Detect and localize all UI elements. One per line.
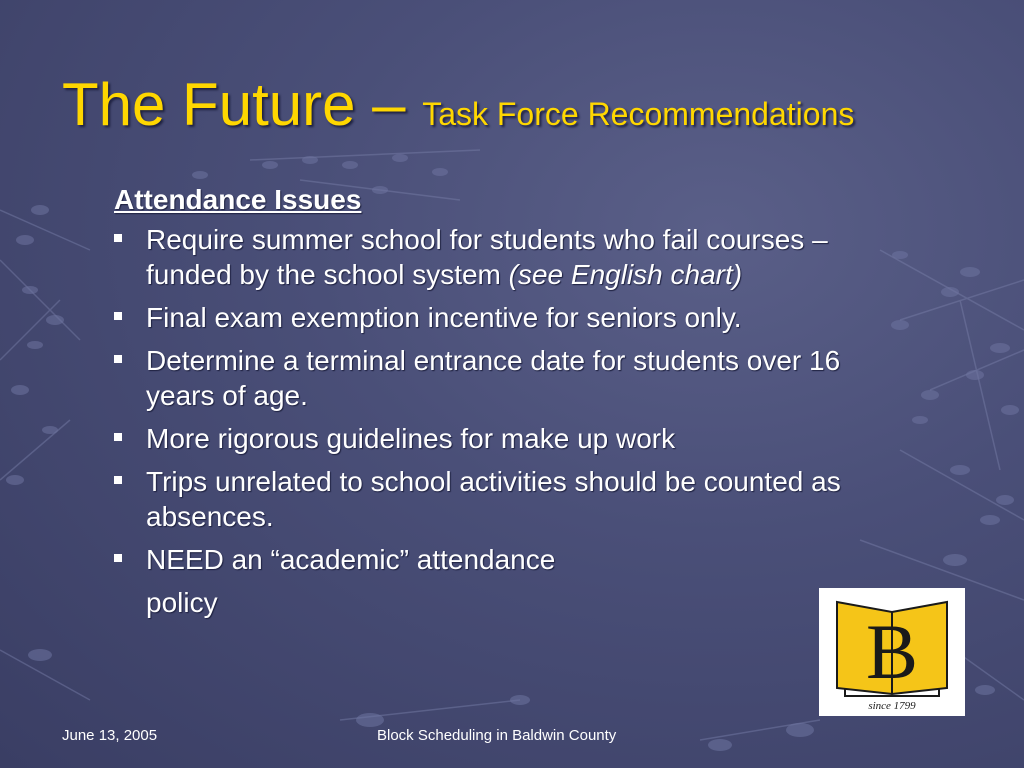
square-bullet-icon [114, 476, 122, 484]
bullet-list [114, 222, 854, 620]
bullet-continuation: policy [146, 587, 218, 618]
square-bullet-icon [114, 433, 122, 441]
bullet-item [114, 222, 854, 292]
footer-title: Block Scheduling in Baldwin County [377, 727, 617, 744]
square-bullet-icon [114, 234, 122, 242]
bullet-text: Determine a terminal entrance date for students over 16 years of age. [146, 345, 841, 411]
bullet-item [114, 343, 854, 413]
bullet-item [114, 421, 854, 456]
bullet-item [114, 542, 854, 620]
logo-letter: B [865, 608, 919, 695]
slide-title [62, 70, 854, 139]
school-logo [819, 588, 965, 716]
bullet-text: Require summer school for students who fail courses – funded by the school system [146, 224, 828, 290]
bullet-text: More rigorous guidelines for make up work [146, 423, 676, 454]
bullet-item [114, 300, 854, 335]
bullet-text: Trips unrelated to school activities should be counted as absences. [146, 466, 841, 532]
slide-content [114, 184, 854, 628]
bullet-item [114, 464, 854, 534]
slide-title-main: The Future – [62, 71, 423, 138]
slide-title-sub: Task Force Recommendations [422, 96, 855, 132]
footer-date: June 13, 2005 [62, 727, 158, 744]
square-bullet-icon [114, 312, 122, 320]
square-bullet-icon [114, 554, 122, 562]
section-heading: Attendance Issues [114, 184, 362, 215]
bullet-text: NEED an “academic” attendance [146, 544, 556, 575]
bullet-text: Final exam exemption incentive for seniors only. [146, 302, 742, 333]
book-b-logo-icon [819, 588, 965, 716]
bullet-note: (see English chart) [508, 259, 743, 290]
logo-caption: since 1799 [868, 700, 916, 712]
square-bullet-icon [114, 355, 122, 363]
